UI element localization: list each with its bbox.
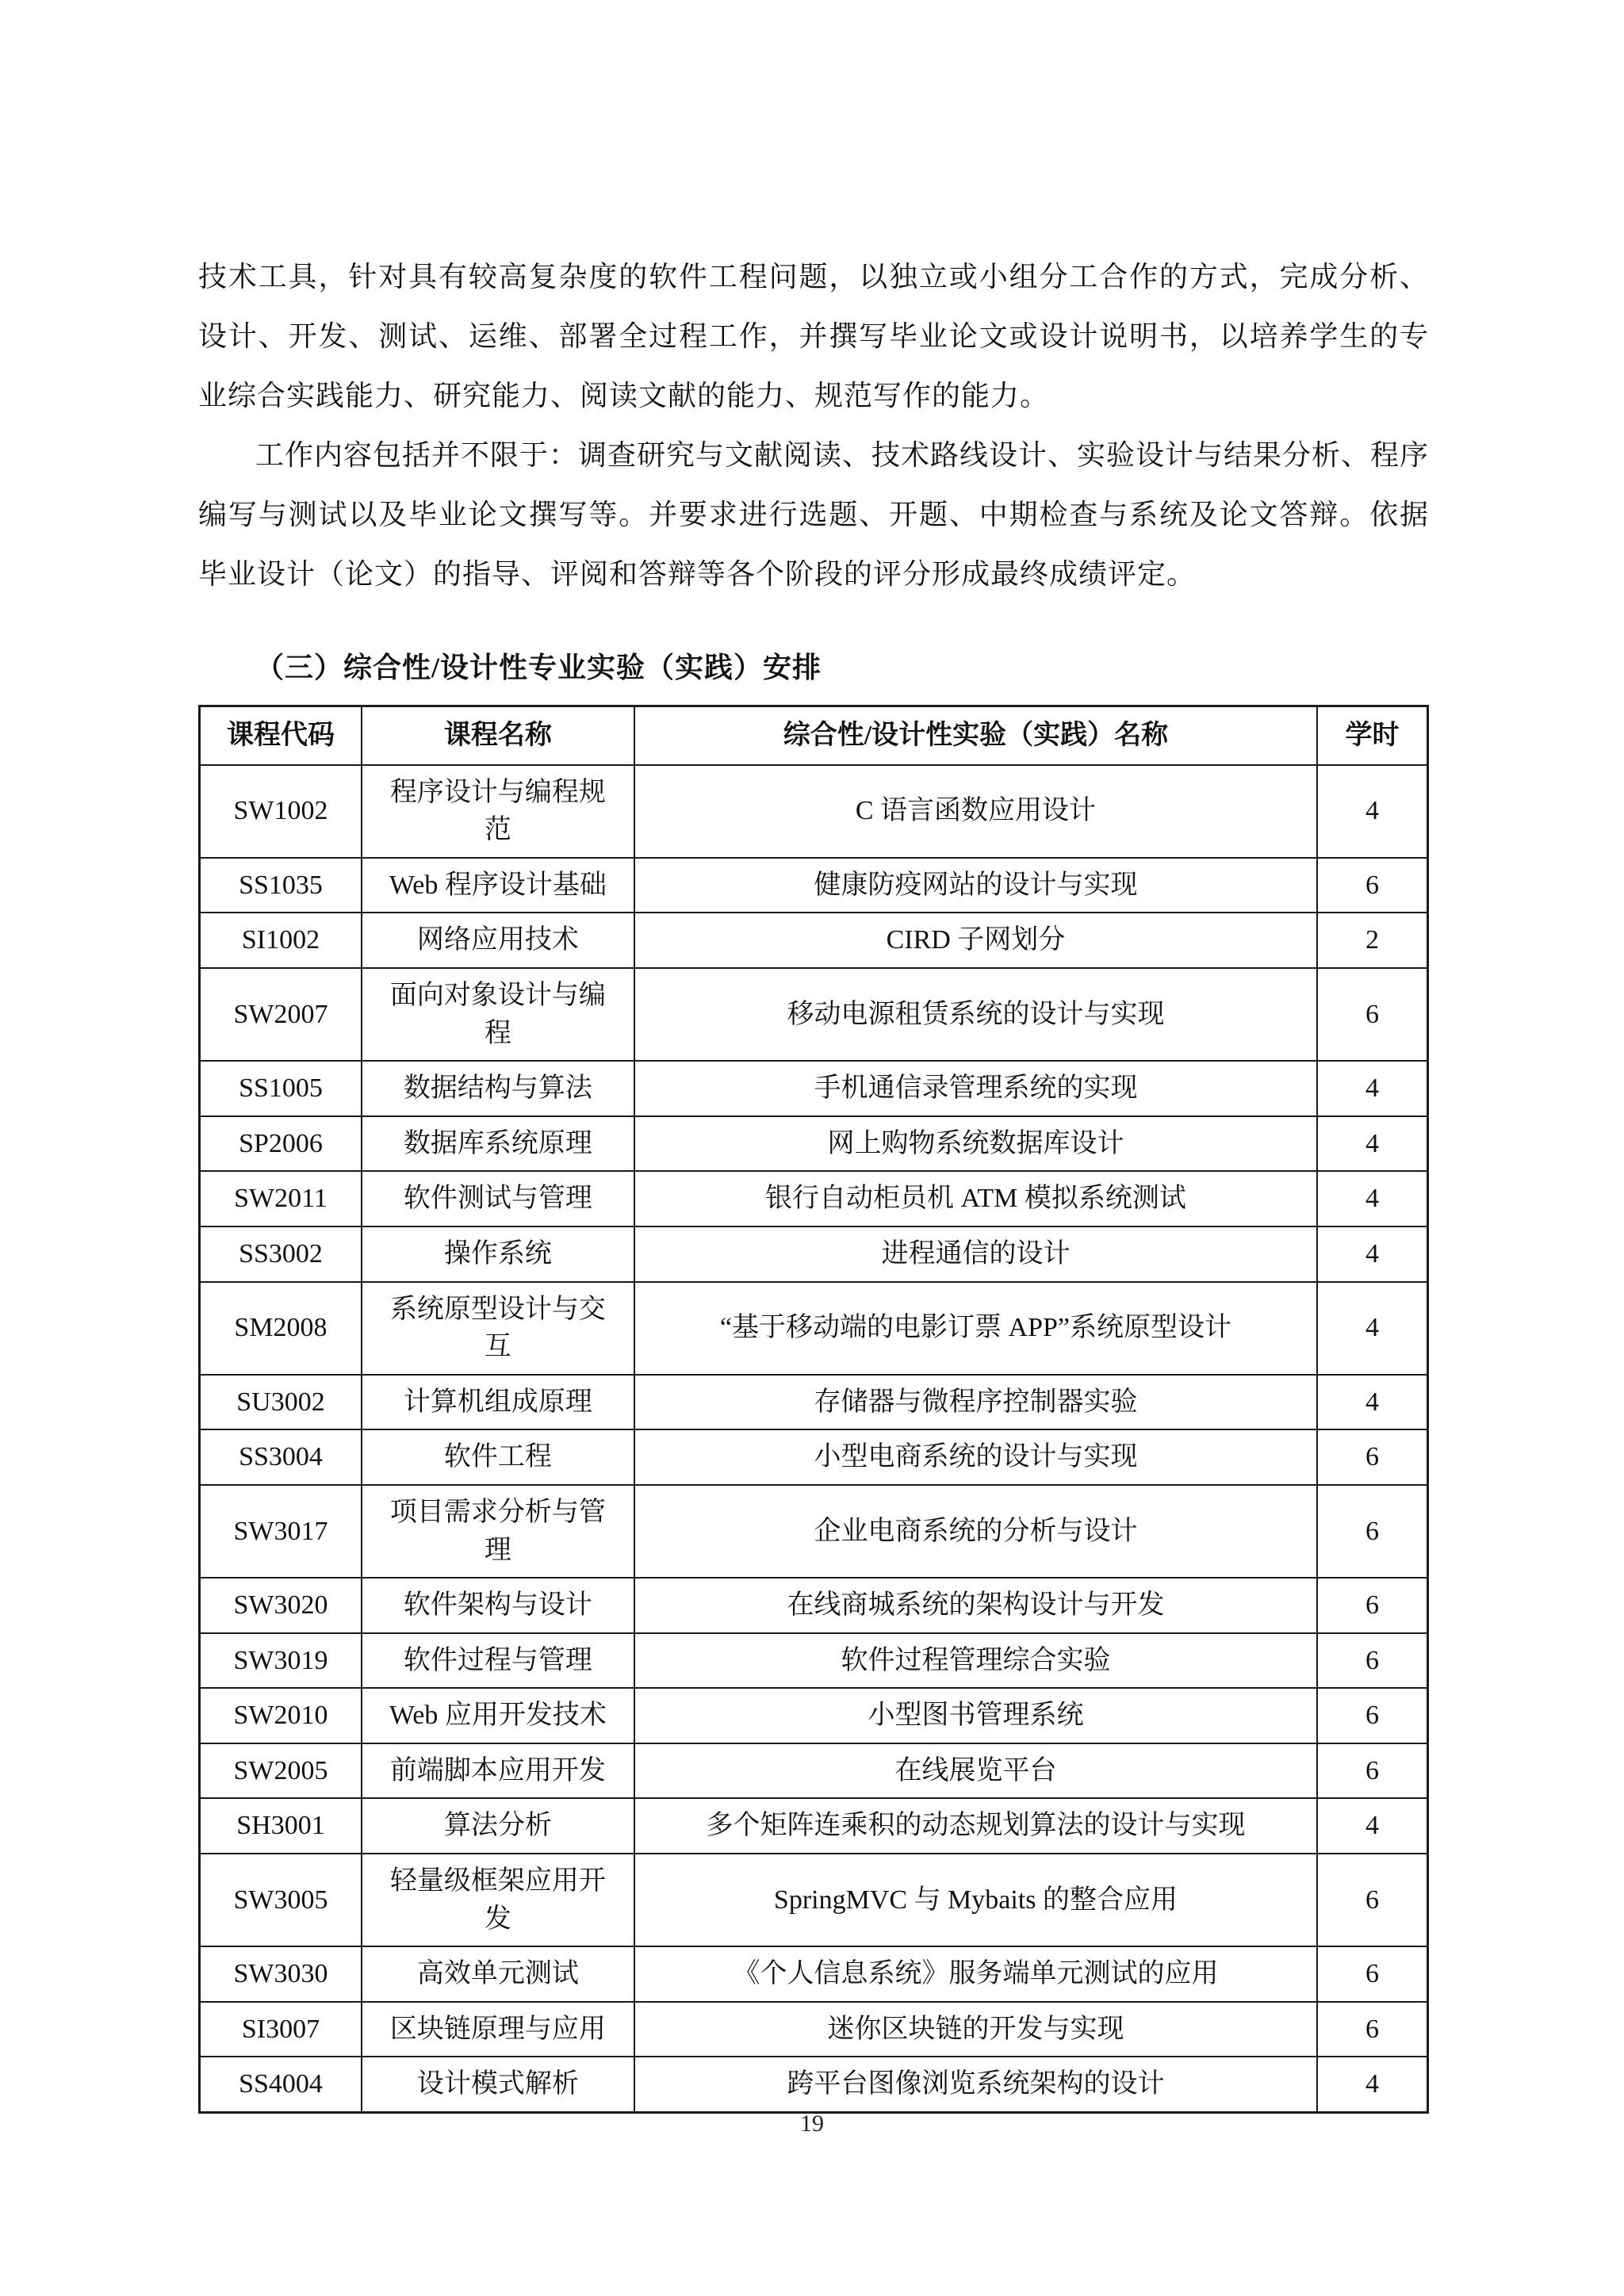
course-code-cell: SI3007 <box>200 2002 362 2057</box>
course-code-cell: SW2011 <box>200 1171 362 1226</box>
header-course-name: 课程名称 <box>362 706 634 765</box>
experiment-name-cell: 软件过程管理综合实验 <box>634 1633 1317 1689</box>
course-code-cell: SS3002 <box>200 1226 362 1282</box>
experiment-name-cell: 小型图书管理系统 <box>634 1688 1317 1743</box>
course-code-cell: SS1005 <box>200 1061 362 1116</box>
course-code-cell: SW2005 <box>200 1743 362 1799</box>
body-paragraph-2: 工作内容包括并不限于：调查研究与文献阅读、技术路线设计、实验设计与结果分析、程序编写与测试以及毕业论文撰写等。并要求进行选题、开题、中期检查与系统及论文答辩。依据毕业设计（论文）的指导、评阅和答辩等各个阶段的评分形成最终成绩评定。 <box>198 439 1430 590</box>
hours-cell: 4 <box>1317 1116 1427 1172</box>
course-code-cell: SU3002 <box>200 1375 362 1430</box>
course-code-cell: SP2006 <box>200 1116 362 1172</box>
course-code-cell: SW3017 <box>200 1485 362 1578</box>
hours-cell: 6 <box>1317 1633 1427 1689</box>
course-code-cell: SM2008 <box>200 1282 362 1375</box>
experiment-name-cell: 手机通信录管理系统的实现 <box>634 1061 1317 1116</box>
experiment-name-cell: 多个矩阵连乘积的动态规划算法的设计与实现 <box>634 1798 1317 1854</box>
page-number: 19 <box>800 2110 824 2137</box>
table-row <box>200 968 1428 1061</box>
experiment-name-cell: 存储器与微程序控制器实验 <box>634 1375 1317 1430</box>
course-name-cell: 前端脚本应用开发 <box>362 1743 634 1799</box>
course-code-cell: SS1035 <box>200 858 362 913</box>
course-name-cell: 轻量级框架应用开发 <box>362 1854 634 1946</box>
hours-cell: 4 <box>1317 1226 1427 1282</box>
course-name-cell: Web 应用开发技术 <box>362 1688 634 1743</box>
experiment-name-cell: CIRD 子网划分 <box>634 913 1317 968</box>
course-name-cell: 高效单元测试 <box>362 1946 634 2002</box>
hours-cell: 4 <box>1317 1061 1427 1116</box>
table-row <box>200 1226 1428 1282</box>
experiment-name-cell: 跨平台图像浏览系统架构的设计 <box>634 2057 1317 2112</box>
course-name-cell: 操作系统 <box>362 1226 634 1282</box>
course-name-cell: 区块链原理与应用 <box>362 2002 634 2057</box>
hours-cell: 6 <box>1317 1854 1427 1946</box>
hours-cell: 4 <box>1317 1798 1427 1854</box>
hours-cell: 4 <box>1317 1282 1427 1375</box>
table-row <box>200 1743 1428 1799</box>
experiment-name-cell: “基于移动端的电影订票 APP”系统原型设计 <box>634 1282 1317 1375</box>
experiment-name-cell: 在线商城系统的架构设计与开发 <box>634 1578 1317 1633</box>
experiments-table <box>198 705 1429 2114</box>
hours-cell: 2 <box>1317 913 1427 968</box>
page-content <box>198 247 1429 2114</box>
hours-cell: 4 <box>1317 1375 1427 1430</box>
table-header-row <box>200 706 1428 765</box>
course-code-cell: SS3004 <box>200 1429 362 1485</box>
course-name-cell: 软件过程与管理 <box>362 1633 634 1689</box>
experiment-name-cell: 网上购物系统数据库设计 <box>634 1116 1317 1172</box>
course-code-cell: SW2010 <box>200 1688 362 1743</box>
experiment-name-cell: 银行自动柜员机 ATM 模拟系统测试 <box>634 1171 1317 1226</box>
course-name-cell: 软件架构与设计 <box>362 1578 634 1633</box>
course-name-cell: 面向对象设计与编程 <box>362 968 634 1061</box>
course-code-cell: SW2007 <box>200 968 362 1061</box>
table-row <box>200 2057 1428 2112</box>
hours-cell: 4 <box>1317 2057 1427 2112</box>
table-row <box>200 1798 1428 1854</box>
course-name-cell: 软件工程 <box>362 1429 634 1485</box>
experiment-name-cell: 进程通信的设计 <box>634 1226 1317 1282</box>
course-name-cell: 计算机组成原理 <box>362 1375 634 1430</box>
course-code-cell: SW3005 <box>200 1854 362 1946</box>
course-name-cell: 数据结构与算法 <box>362 1061 634 1116</box>
experiment-name-cell: 《个人信息系统》服务端单元测试的应用 <box>634 1946 1317 2002</box>
header-experiment-name: 综合性/设计性实验（实践）名称 <box>634 706 1317 765</box>
hours-cell: 6 <box>1317 1485 1427 1578</box>
course-code-cell: SH3001 <box>200 1798 362 1854</box>
table-row <box>200 1282 1428 1375</box>
course-code-cell: SI1002 <box>200 913 362 968</box>
table-row <box>200 1688 1428 1743</box>
table-row <box>200 1485 1428 1578</box>
course-name-cell: 设计模式解析 <box>362 2057 634 2112</box>
experiment-name-cell: C 语言函数应用设计 <box>634 765 1317 858</box>
hours-cell: 6 <box>1317 1429 1427 1485</box>
course-code-cell: SS4004 <box>200 2057 362 2112</box>
hours-cell: 6 <box>1317 1946 1427 2002</box>
experiment-name-cell: 企业电商系统的分析与设计 <box>634 1485 1317 1578</box>
experiment-name-cell: 在线展览平台 <box>634 1743 1317 1799</box>
table-row <box>200 1578 1428 1633</box>
table-row <box>200 1375 1428 1430</box>
experiment-name-cell: 移动电源租赁系统的设计与实现 <box>634 968 1317 1061</box>
course-code-cell: SW1002 <box>200 765 362 858</box>
course-code-cell: SW3020 <box>200 1578 362 1633</box>
experiment-name-cell: 小型电商系统的设计与实现 <box>634 1429 1317 1485</box>
hours-cell: 4 <box>1317 1171 1427 1226</box>
course-name-cell: 程序设计与编程规范 <box>362 765 634 858</box>
experiment-name-cell: SpringMVC 与 Mybaits 的整合应用 <box>634 1854 1317 1946</box>
course-name-cell: 软件测试与管理 <box>362 1171 634 1226</box>
course-name-cell: 网络应用技术 <box>362 913 634 968</box>
table-row <box>200 858 1428 913</box>
experiment-name-cell: 健康防疫网站的设计与实现 <box>634 858 1317 913</box>
course-name-cell: Web 程序设计基础 <box>362 858 634 913</box>
course-name-cell: 算法分析 <box>362 1798 634 1854</box>
table-row <box>200 1633 1428 1689</box>
section-heading: （三）综合性/设计性专业实验（实践）安排 <box>255 652 822 683</box>
table-row <box>200 1116 1428 1172</box>
table-row <box>200 765 1428 858</box>
hours-cell: 6 <box>1317 968 1427 1061</box>
body-paragraph-1: 技术工具，针对具有较高复杂度的软件工程问题，以独立或小组分工合作的方式，完成分析、设计、开发、测试、运维、部署全过程工作，并撰写毕业论文或设计说明书，以培养学生的专业综合实践能力、研究能力、阅读文献的能力、规范写作的能力。 <box>198 261 1429 411</box>
table-row <box>200 2002 1428 2057</box>
header-hours: 学时 <box>1317 706 1427 765</box>
table-row <box>200 1854 1428 1946</box>
table-row <box>200 913 1428 968</box>
table-row <box>200 1429 1428 1485</box>
course-name-cell: 系统原型设计与交互 <box>362 1282 634 1375</box>
header-course-code: 课程代码 <box>200 706 362 765</box>
course-name-cell: 数据库系统原理 <box>362 1116 634 1172</box>
table-row <box>200 1171 1428 1226</box>
hours-cell: 4 <box>1317 765 1427 858</box>
course-name-cell: 项目需求分析与管理 <box>362 1485 634 1578</box>
hours-cell: 6 <box>1317 2002 1427 2057</box>
table-row <box>200 1061 1428 1116</box>
table-row <box>200 1946 1428 2002</box>
hours-cell: 6 <box>1317 1743 1427 1799</box>
course-code-cell: SW3030 <box>200 1946 362 2002</box>
course-code-cell: SW3019 <box>200 1633 362 1689</box>
experiment-name-cell: 迷你区块链的开发与实现 <box>634 2002 1317 2057</box>
hours-cell: 6 <box>1317 1688 1427 1743</box>
hours-cell: 6 <box>1317 1578 1427 1633</box>
hours-cell: 6 <box>1317 858 1427 913</box>
table-body <box>200 765 1428 2113</box>
